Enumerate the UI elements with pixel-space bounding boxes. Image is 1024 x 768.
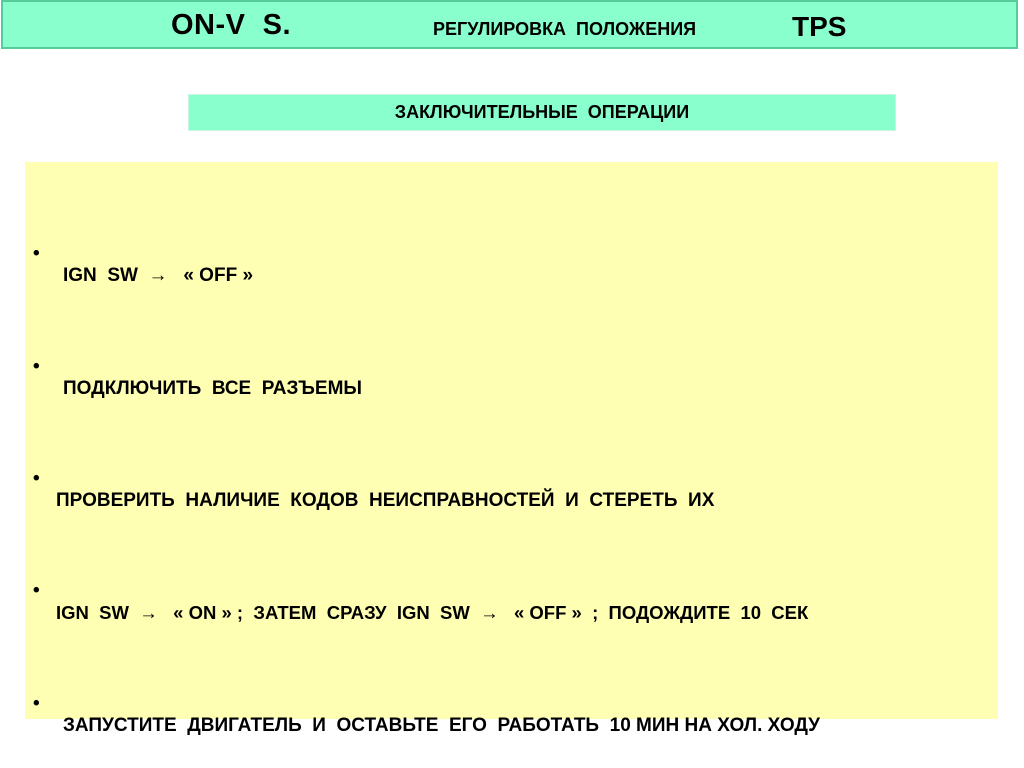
list-item [25, 671, 820, 759]
title-component: TPS [792, 11, 847, 42]
list-item [25, 334, 363, 422]
title-model: ON-V S. [171, 9, 292, 41]
list-item-text: IGN SW → « OFF » [63, 265, 254, 286]
title-procedure: РЕГУЛИРОВКА ПОЛОЖЕНИЯ [433, 19, 697, 39]
list-item-text: IGN SW → « ON » ; ЗАТЕМ СРАЗУ IGN SW → « OFF » ; ПОДОЖДИТЕ 10 СЕК [56, 602, 809, 623]
bullet-icon: • [33, 580, 40, 601]
list-item [25, 221, 254, 309]
list-item-text: ЗАПУСТИТЕ ДВИГАТЕЛЬ И ОСТАВЬТЕ ЕГО РАБОТАТЬ 10 МИН НА ХОЛ. ХОДУ [63, 715, 820, 736]
list-item-text: ПРОВЕРИТЬ НАЛИЧИЕ КОДОВ НЕИСПРАВНОСТЕЙ И СТЕРЕТЬ ИХ [56, 490, 715, 511]
section-subtitle: ЗАКЛЮЧИТЕЛЬНЫЕ ОПЕРАЦИИ [188, 94, 896, 131]
title-bar [1, 0, 1018, 49]
list-item-text: ПОДКЛЮЧИТЬ ВСЕ РАЗЪЕМЫ [63, 378, 363, 399]
bullet-icon: • [33, 356, 40, 377]
bullet-icon: • [33, 468, 40, 489]
list-item [25, 558, 809, 646]
list-item [25, 446, 715, 534]
content-panel [25, 162, 998, 736]
bullet-icon: • [33, 243, 40, 264]
bullet-icon: • [33, 693, 40, 714]
